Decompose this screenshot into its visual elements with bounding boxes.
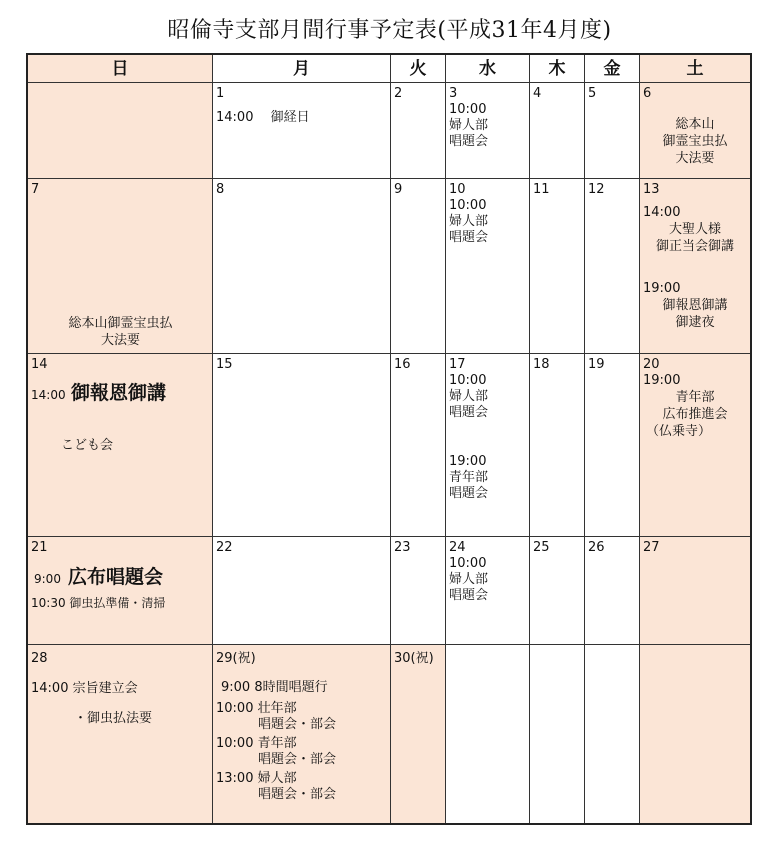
date-number: 19 — [588, 357, 605, 372]
event-highlight: 御報恩御講 — [71, 382, 167, 404]
header-tue: 火 — [391, 55, 446, 83]
event-text: 唱題会 — [449, 134, 489, 149]
event-text: 10:00 — [449, 102, 487, 117]
event-text: 19:00 — [643, 281, 681, 296]
day-cell — [585, 537, 640, 645]
event-text: 青年部 — [449, 470, 489, 485]
date-number: 28 — [31, 651, 48, 666]
day-cell — [585, 83, 640, 179]
event-text: 総本山御霊宝虫払 — [68, 316, 173, 331]
event-text: 大聖人様 — [668, 222, 721, 237]
day-cell — [640, 537, 750, 645]
date-number: 16 — [394, 357, 411, 372]
event-text: 9:00 8時間唱題行 — [221, 680, 328, 695]
event-text: 19:00 — [643, 373, 681, 388]
event-text: 10:00 — [449, 198, 487, 213]
day-cell — [585, 179, 640, 354]
event-text: 10:00 青年部 — [216, 736, 297, 751]
header-mon: 月 — [213, 55, 391, 83]
event-text: 14:00 御経日 — [216, 110, 310, 125]
event-text: 婦人部 — [449, 214, 489, 229]
date-number: 20 — [643, 357, 660, 372]
day-cell — [213, 645, 391, 823]
date-number: 23 — [394, 540, 411, 555]
date-number: 11 — [533, 182, 550, 197]
event-text: 婦人部 — [449, 389, 489, 404]
day-cell — [213, 179, 391, 354]
event-time: 9:00 — [34, 572, 61, 586]
event-text: 広布推進会 — [662, 407, 728, 422]
day-cell — [640, 83, 750, 179]
day-cell — [640, 645, 750, 823]
date-number: 8 — [216, 182, 225, 197]
day-cell — [28, 537, 213, 645]
date-number: 26 — [588, 540, 605, 555]
day-cell — [213, 354, 391, 537]
event-text: 御正当会御講 — [655, 239, 734, 254]
date-number: 4 — [533, 86, 542, 101]
header-fri: 金 — [585, 55, 640, 83]
day-cell — [391, 83, 446, 179]
event-text: 総本山 — [675, 117, 715, 132]
date-number: 18 — [533, 357, 550, 372]
header-thu: 木 — [530, 55, 585, 83]
event-text: 唱題会 — [449, 486, 489, 501]
day-cell — [530, 83, 585, 179]
day-cell — [640, 179, 750, 354]
date-number: 9 — [394, 182, 403, 197]
event-text: 唱題会 — [449, 230, 489, 245]
event-text: 14:00 宗旨建立会 — [31, 681, 138, 696]
date-number: 10 — [449, 182, 466, 197]
event-text: 10:00 — [449, 373, 487, 388]
event-text: 御報恩御講 — [662, 298, 728, 313]
date-number: 5 — [588, 86, 597, 101]
page-title: 昭倫寺支部月間行事予定表(平成31年4月度) — [167, 18, 612, 43]
date-number: 15 — [216, 357, 233, 372]
event-text: 唱題会・部会 — [258, 717, 337, 732]
date-number: 14 — [31, 357, 48, 372]
day-cell — [446, 354, 530, 537]
date-number: 17 — [449, 357, 466, 372]
day-cell — [28, 354, 213, 537]
day-cell — [446, 83, 530, 179]
day-cell — [391, 354, 446, 537]
day-cell — [391, 645, 446, 823]
day-cell — [530, 179, 585, 354]
date-number: 25 — [533, 540, 550, 555]
date-number: 21 — [31, 540, 48, 555]
event-text: 10:30 御虫払準備・清掃 — [31, 596, 166, 610]
event-text: 青年部 — [675, 390, 715, 405]
date-number: 1 — [216, 86, 225, 101]
event-text: 10:00 壮年部 — [216, 701, 297, 716]
day-cell — [530, 354, 585, 537]
event-text: 19:00 — [449, 454, 487, 469]
date-number: 3 — [449, 86, 458, 101]
day-cell — [446, 645, 530, 823]
date-number: 24 — [449, 540, 466, 555]
event-text: 大法要 — [675, 151, 715, 166]
event-text: （仏乗寺） — [646, 424, 712, 439]
date-number: 7 — [31, 182, 40, 197]
event-time: 14:00 — [31, 388, 66, 402]
event-text: 婦人部 — [449, 118, 489, 133]
event-text: こども会 — [61, 438, 114, 453]
date-number: 6 — [643, 86, 652, 101]
day-cell — [28, 645, 213, 823]
day-cell — [640, 354, 750, 537]
header-sun: 日 — [28, 55, 213, 83]
date-number: 22 — [216, 540, 233, 555]
event-text: 御逮夜 — [675, 315, 715, 330]
day-cell — [28, 83, 213, 179]
event-text: 14:00 — [643, 205, 681, 220]
event-highlight: 広布唱題会 — [68, 566, 164, 588]
event-text: 唱題会 — [449, 405, 489, 420]
event-text: 婦人部 — [449, 572, 489, 587]
day-cell — [585, 645, 640, 823]
event-text: 10:00 — [449, 556, 487, 571]
day-cell — [446, 179, 530, 354]
day-cell — [391, 179, 446, 354]
day-cell — [213, 83, 391, 179]
date-number: 12 — [588, 182, 605, 197]
day-cell — [28, 179, 213, 354]
event-text: 13:00 婦人部 — [216, 771, 297, 786]
header-sat: 土 — [640, 55, 750, 83]
event-text: ・御虫払法要 — [74, 711, 153, 726]
header-wed: 水 — [446, 55, 530, 83]
event-text: 唱題会・部会 — [258, 787, 337, 802]
event-text: 御霊宝虫払 — [662, 134, 728, 149]
date-number: 30(祝) — [394, 651, 434, 666]
calendar-table — [26, 53, 752, 825]
date-number: 2 — [394, 86, 403, 101]
date-number: 29(祝) — [216, 651, 256, 666]
day-cell — [585, 354, 640, 537]
event-text: 唱題会・部会 — [258, 752, 337, 767]
event-text: 唱題会 — [449, 588, 489, 603]
day-cell — [213, 537, 391, 645]
date-number: 13 — [643, 182, 660, 197]
event-text: 大法要 — [100, 333, 140, 348]
day-cell — [391, 537, 446, 645]
day-cell — [446, 537, 530, 645]
date-number: 27 — [643, 540, 660, 555]
day-cell — [530, 537, 585, 645]
day-cell — [530, 645, 585, 823]
